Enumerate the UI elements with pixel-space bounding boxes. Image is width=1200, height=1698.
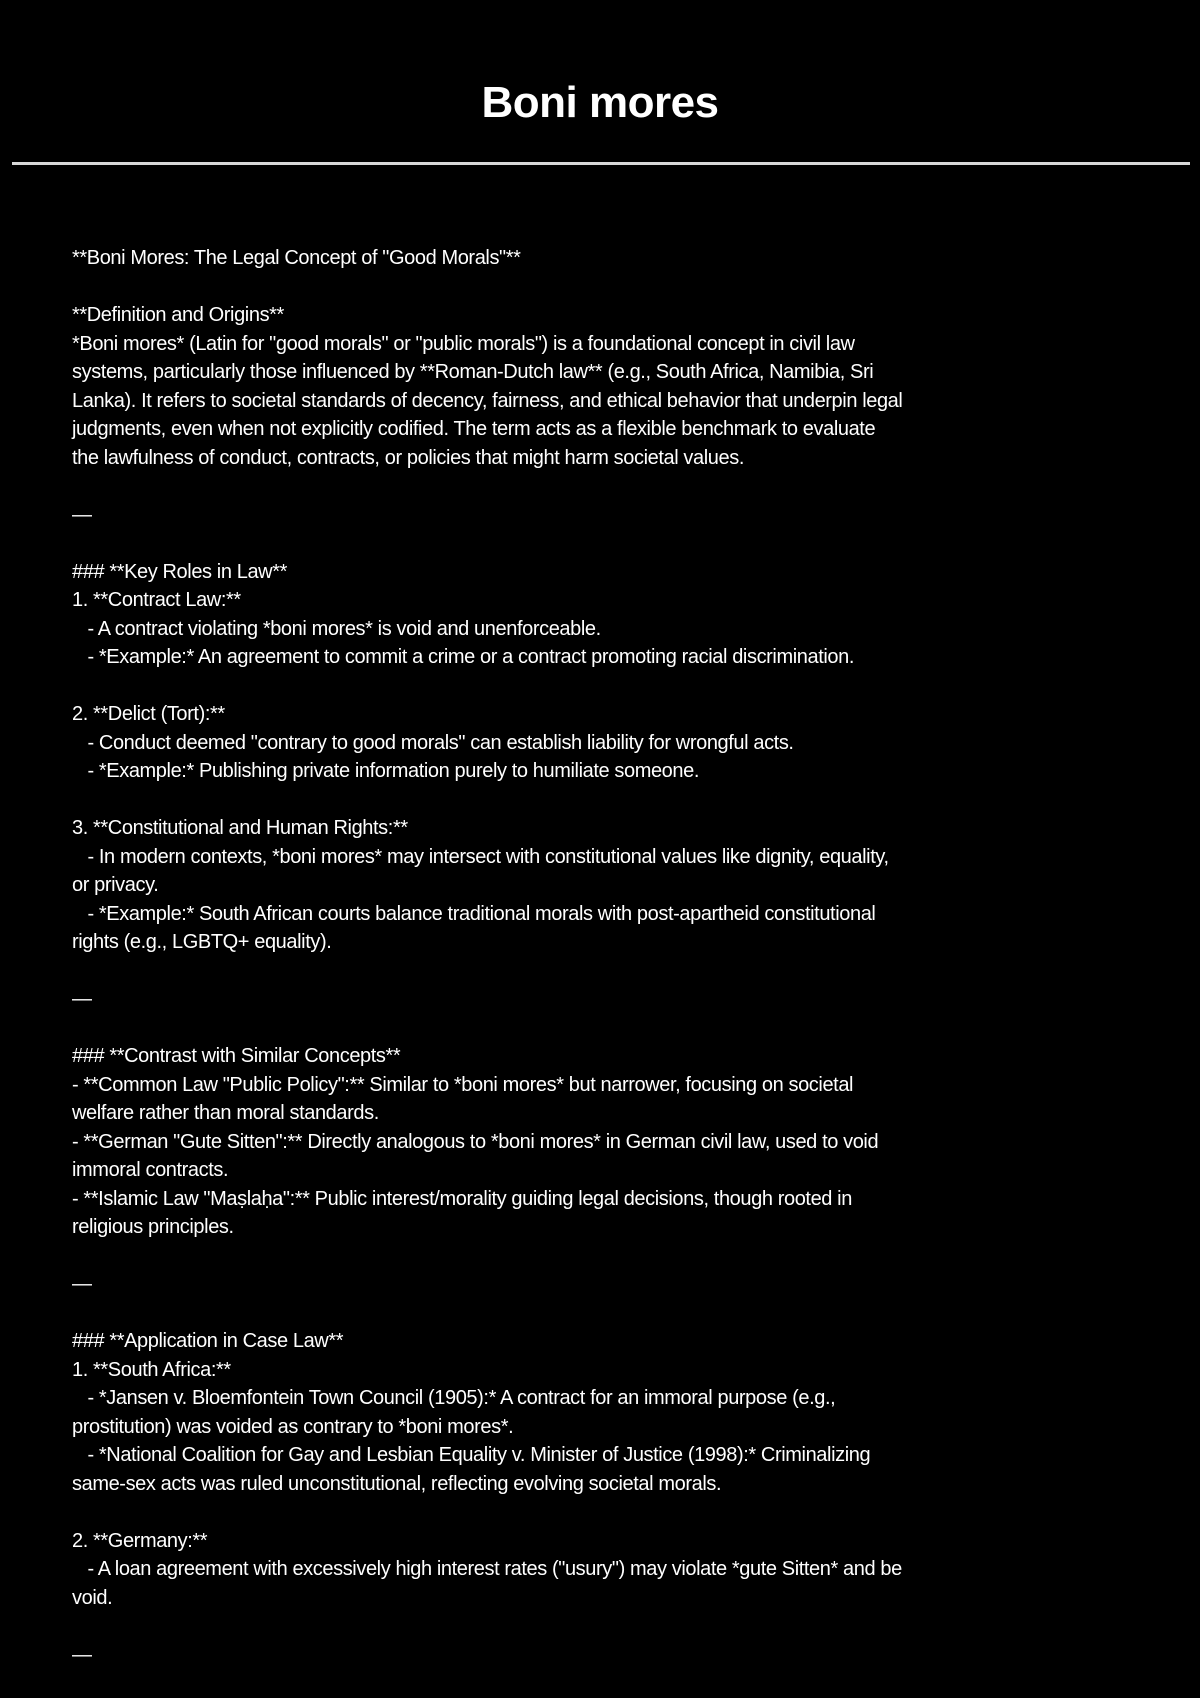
text-line (72, 1299, 1138, 1328)
text-line: judgments, even when not explicitly codified. The term acts as a flexible benchmark to evaluate (72, 418, 876, 440)
text-line: the lawfulness of conduct, contracts, or policies that might harm societal values. (72, 446, 744, 469)
text-line: void. (72, 1586, 113, 1609)
text-line: religious principles. (72, 1216, 234, 1238)
text-line: immoral contracts. (72, 1159, 229, 1181)
text-line (72, 1498, 1138, 1527)
title-divider (12, 162, 1190, 165)
text-line (72, 1612, 1138, 1641)
text-line (72, 472, 1138, 501)
text-line: - *Example:* An agreement to commit a crime or a contract promoting racial discrimination. (72, 646, 855, 668)
text-line: ### **Application in Case Law** (72, 1330, 344, 1352)
page-title: Boni mores (481, 78, 719, 127)
text-line (72, 786, 1138, 815)
text-line: - A contract violating *boni mores* is void and unenforceable. (72, 617, 601, 640)
text-line: - **Common Law "Public Policy":** Similar to *boni mores* but narrower, focusing on societal (72, 1073, 854, 1096)
text-line: **Definition and Origins** (72, 304, 284, 326)
text-line: — (72, 503, 92, 526)
text-line: — (72, 988, 92, 1010)
text-line (72, 1242, 1138, 1271)
text-line: - *National Coalition for Gay and Lesbian Equality v. Minister of Justice (1998):* Criminalizing (72, 1444, 871, 1466)
text-line: 1. **Contract Law:** (72, 589, 241, 611)
text-line: ### **Contrast with Similar Concepts** (72, 1045, 401, 1067)
text-line (72, 273, 1138, 302)
text-line: - In modern contexts, *boni mores* may intersect with constitutional values like dignity, equality, (72, 845, 889, 868)
text-line: or privacy. (72, 874, 159, 896)
text-line: **Boni Mores: The Legal Concept of "Good Morals"** (72, 247, 521, 269)
text-line: 3. **Constitutional and Human Rights:** (72, 817, 408, 839)
text-line (72, 1014, 1138, 1043)
text-line: - *Example:* South African courts balance traditional morals with post-apartheid constitutional (72, 902, 876, 925)
text-line: - **Islamic Law "Maṣlaḥa":** Public interest/morality guiding legal decisions, though rooted in (72, 1187, 852, 1210)
text-line (72, 529, 1138, 558)
text-line: welfare rather than moral standards. (72, 1102, 379, 1124)
text-line: rights (e.g., LGBTQ+ equality). (72, 931, 332, 953)
text-line: - *Jansen v. Bloemfontein Town Council (1905):* A contract for an immoral purpose (e.g., (72, 1387, 836, 1409)
text-line: systems, particularly those influenced by **Roman-Dutch law** (e.g., South Africa, Namibia, Sri (72, 361, 874, 383)
text-line: — (72, 1273, 92, 1295)
text-line (72, 957, 1138, 986)
text-line: - *Example:* Publishing private information purely to humiliate someone. (72, 760, 700, 782)
text-line: prostitution) was voided as contrary to *boni mores*. (72, 1415, 514, 1438)
text-line (72, 672, 1138, 701)
text-line: - A loan agreement with excessively high interest rates ("usury") may violate *gute Sitten* and be (72, 1558, 902, 1580)
text-line: same-sex acts was ruled unconstitutional, reflecting evolving societal morals. (72, 1472, 722, 1495)
text-line: Lanka). It refers to societal standards of decency, fairness, and ethical behavior that underpin legal (72, 389, 903, 412)
text-line: - Conduct deemed "contrary to good morals" can establish liability for wrongful acts. (72, 731, 794, 754)
text-line: - **German "Gute Sitten":** Directly analogous to *boni mores* in German civil law, used to void (72, 1130, 879, 1153)
text-line: *Boni mores* (Latin for "good morals" or "public morals") is a foundational concept in civil law (72, 332, 855, 355)
text-line: — (72, 1643, 92, 1666)
document-body (72, 244, 1138, 1669)
text-line: ### **Key Roles in Law** (72, 560, 287, 583)
text-line: 2. **Delict (Tort):** (72, 703, 225, 725)
text-line: 2. **Germany:** (72, 1529, 208, 1552)
text-line: 1. **South Africa:** (72, 1358, 231, 1381)
